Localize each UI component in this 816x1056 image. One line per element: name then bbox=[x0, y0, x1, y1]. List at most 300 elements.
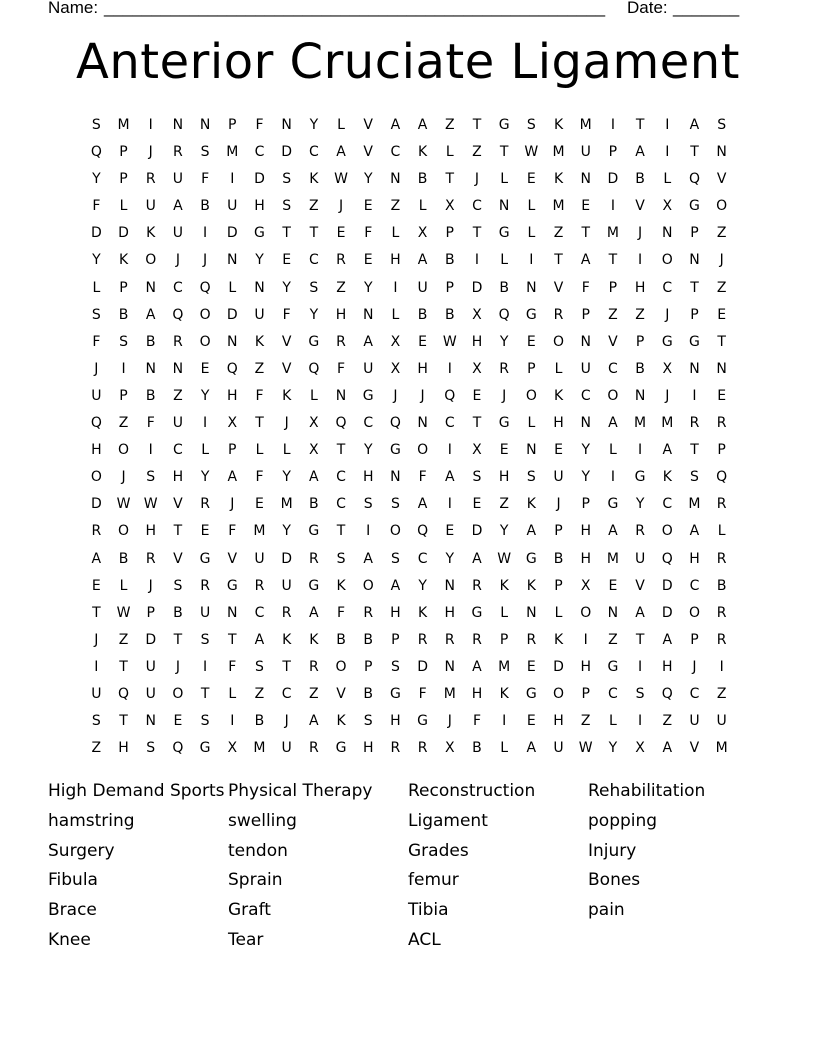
grid-letter: J bbox=[175, 658, 181, 675]
grid-letter: O bbox=[417, 442, 429, 459]
grid-letter: G bbox=[199, 550, 212, 567]
grid-letter: H bbox=[553, 713, 565, 730]
word-bank-item: Bones bbox=[588, 870, 641, 891]
grid-letter: O bbox=[607, 387, 619, 404]
grid-letter: N bbox=[227, 604, 239, 621]
grid-letter: E bbox=[472, 496, 482, 513]
grid-letter: P bbox=[554, 523, 564, 540]
grid-letter: R bbox=[91, 523, 102, 540]
grid-letter: I bbox=[203, 658, 208, 675]
grid-letter: D bbox=[90, 225, 103, 242]
grid-letter: F bbox=[255, 117, 264, 133]
grid-letter: G bbox=[362, 387, 375, 404]
grid-letter: E bbox=[554, 442, 564, 459]
grid-letter: B bbox=[444, 252, 456, 269]
date-field[interactable]: _______ bbox=[673, 0, 740, 17]
grid-letter: D bbox=[471, 523, 483, 540]
grid-letter: F bbox=[92, 198, 101, 215]
grid-letter: J bbox=[692, 658, 698, 675]
grid-letter: H bbox=[580, 523, 592, 540]
grid-letter: N bbox=[172, 360, 184, 377]
word-bank-item: Tibia bbox=[408, 900, 449, 921]
grid-letter: Z bbox=[254, 685, 265, 702]
grid-letter: J bbox=[148, 144, 154, 161]
grid-letter: O bbox=[661, 252, 674, 269]
grid-letter: P bbox=[581, 306, 591, 323]
grid-letter: O bbox=[553, 333, 565, 350]
grid-letter: S bbox=[146, 740, 156, 757]
grid-letter: C bbox=[363, 415, 374, 432]
grid-letter: H bbox=[145, 523, 157, 540]
grid-letter: X bbox=[472, 306, 483, 323]
grid-letter: Y bbox=[282, 469, 292, 486]
grid-letter: G bbox=[389, 442, 402, 459]
grid-letter: I bbox=[529, 252, 534, 269]
grid-letter: S bbox=[282, 198, 292, 215]
grid-letter: V bbox=[363, 117, 374, 133]
grid-letter: U bbox=[199, 604, 211, 621]
grid-letter: K bbox=[418, 604, 428, 621]
grid-letter: A bbox=[309, 713, 320, 730]
grid-letter: L bbox=[717, 523, 727, 540]
grid-letter: F bbox=[201, 171, 210, 188]
grid-letter: D bbox=[661, 604, 674, 621]
grid-letter: C bbox=[336, 469, 347, 486]
grid-letter: S bbox=[119, 333, 129, 350]
word-bank-item: hamstring bbox=[48, 810, 135, 831]
grid-letter: Z bbox=[173, 387, 184, 404]
grid-letter: G bbox=[417, 713, 429, 730]
grid-letter: U bbox=[254, 306, 266, 323]
grid-letter: T bbox=[635, 117, 645, 133]
grid-letter: B bbox=[417, 306, 428, 323]
grid-letter: W bbox=[524, 144, 539, 161]
grid-letter: J bbox=[556, 496, 562, 513]
grid-letter: P bbox=[391, 631, 401, 648]
grid-letter: I bbox=[474, 252, 480, 269]
grid-letter: Z bbox=[309, 685, 320, 702]
grid-letter: V bbox=[281, 360, 292, 377]
grid-letter: D bbox=[226, 225, 239, 242]
grid-letter: P bbox=[363, 658, 373, 675]
grid-letter: Q bbox=[661, 685, 674, 702]
grid-letter: V bbox=[716, 171, 727, 188]
grid-letter: F bbox=[255, 469, 264, 486]
grid-letter: R bbox=[145, 550, 157, 567]
word-bank-item: Sprain bbox=[228, 870, 283, 891]
word-bank-item: Tear bbox=[228, 929, 264, 950]
grid-letter: S bbox=[146, 469, 156, 486]
grid-letter: J bbox=[94, 631, 99, 648]
grid-letter: T bbox=[336, 523, 346, 540]
grid-letter: B bbox=[472, 740, 483, 757]
grid-letter: B bbox=[635, 171, 646, 188]
grid-letter: Y bbox=[255, 252, 265, 269]
grid-letter: T bbox=[445, 171, 455, 188]
grid-letter: A bbox=[417, 496, 428, 513]
grid-letter: G bbox=[689, 333, 701, 350]
grid-letter: L bbox=[445, 144, 455, 161]
grid-letter: L bbox=[309, 387, 319, 404]
grid-letter: U bbox=[254, 550, 266, 567]
grid-letter: L bbox=[527, 225, 536, 242]
grid-letter: Y bbox=[282, 523, 292, 540]
grid-letter: H bbox=[662, 658, 674, 675]
grid-letter: E bbox=[200, 523, 211, 540]
grid-letter: N bbox=[172, 117, 184, 133]
grid-letter: Y bbox=[309, 306, 319, 323]
grid-letter: V bbox=[689, 740, 700, 757]
grid-letter: C bbox=[173, 442, 184, 459]
grid-letter: L bbox=[554, 360, 563, 377]
grid-letter: B bbox=[635, 360, 646, 377]
grid-letter: Q bbox=[444, 387, 456, 404]
grid-letter: B bbox=[254, 713, 265, 730]
grid-letter: N bbox=[689, 360, 701, 377]
grid-letter: E bbox=[363, 252, 374, 269]
grid-letter: V bbox=[173, 550, 184, 567]
grid-letter: X bbox=[390, 333, 401, 350]
grid-letter: S bbox=[91, 713, 102, 730]
grid-letter: K bbox=[662, 469, 673, 486]
grid-letter: P bbox=[228, 442, 237, 459]
grid-letter: P bbox=[228, 117, 237, 133]
grid-letter: R bbox=[336, 333, 347, 350]
grid-letter: Q bbox=[335, 415, 348, 432]
grid-letter: J bbox=[665, 387, 670, 404]
grid-letter: E bbox=[363, 198, 374, 215]
grid-letter: K bbox=[553, 171, 564, 188]
grid-letter: Q bbox=[498, 306, 511, 323]
grid-letter: A bbox=[689, 117, 700, 133]
grid-letter: Z bbox=[635, 306, 646, 323]
grid-letter: C bbox=[417, 550, 428, 567]
grid-letter: L bbox=[500, 604, 509, 621]
grid-letter: H bbox=[362, 740, 374, 757]
grid-letter: T bbox=[717, 333, 727, 350]
grid-letter: Y bbox=[363, 442, 373, 459]
grid-letter: U bbox=[145, 685, 157, 702]
grid-letter: P bbox=[119, 171, 129, 188]
grid-letter: L bbox=[391, 225, 400, 242]
grid-letter: Q bbox=[199, 279, 212, 296]
word-bank-item: Rehabilitation bbox=[588, 781, 706, 801]
grid-letter: J bbox=[284, 713, 290, 730]
grid-letter: C bbox=[608, 360, 619, 377]
grid-letter: S bbox=[200, 631, 211, 648]
grid-letter: B bbox=[145, 387, 157, 404]
grid-letter: U bbox=[145, 198, 157, 215]
grid-letter: B bbox=[499, 279, 510, 296]
grid-letter: R bbox=[390, 740, 401, 757]
grid-letter: J bbox=[420, 387, 426, 404]
grid-letter: R bbox=[336, 252, 347, 269]
grid-letter: G bbox=[607, 496, 619, 513]
grid-letter: V bbox=[227, 550, 238, 567]
grid-letter: X bbox=[662, 360, 673, 377]
grid-letter: A bbox=[363, 550, 374, 567]
grid-letter: H bbox=[390, 252, 402, 269]
grid-letter: R bbox=[173, 333, 184, 350]
grid-letter: T bbox=[282, 658, 292, 675]
grid-letter: P bbox=[581, 685, 591, 702]
grid-letter: V bbox=[553, 279, 564, 296]
grid-letter: T bbox=[119, 658, 129, 675]
grid-letter: V bbox=[608, 333, 619, 350]
grid-letter: K bbox=[418, 144, 428, 161]
grid-letter: K bbox=[282, 631, 292, 648]
grid-letter: Q bbox=[688, 171, 701, 188]
grid-letter: Y bbox=[581, 442, 591, 459]
grid-letter: A bbox=[390, 117, 401, 133]
grid-letter: J bbox=[502, 387, 507, 404]
grid-letter: A bbox=[417, 252, 428, 269]
grid-letter: Z bbox=[390, 198, 401, 215]
grid-letter: B bbox=[200, 198, 211, 215]
grid-letter: N bbox=[362, 306, 374, 323]
grid-letter: L bbox=[609, 442, 618, 459]
header bbox=[48, 0, 748, 19]
grid-letter: X bbox=[635, 740, 646, 757]
grid-letter: Y bbox=[608, 740, 618, 757]
grid-letter: A bbox=[635, 144, 646, 161]
grid-letter: Z bbox=[662, 713, 673, 730]
grid-letter: Y bbox=[635, 496, 645, 513]
word-bank-item: Brace bbox=[48, 900, 97, 921]
grid-letter: J bbox=[338, 198, 344, 215]
grid-letter: E bbox=[445, 523, 455, 540]
grid-letter: P bbox=[527, 360, 537, 377]
grid-letter: O bbox=[199, 306, 212, 323]
grid-letter: P bbox=[445, 279, 455, 296]
grid-letter: F bbox=[364, 225, 373, 242]
grid-letter: E bbox=[418, 333, 428, 350]
grid-letter: O bbox=[716, 198, 728, 215]
grid-letter: P bbox=[608, 279, 618, 296]
grid-letter: A bbox=[417, 117, 428, 133]
grid-letter: T bbox=[581, 225, 591, 242]
grid-letter: B bbox=[173, 604, 184, 621]
grid-letter: Q bbox=[90, 415, 103, 432]
grid-letter: T bbox=[690, 144, 700, 161]
grid-letter: C bbox=[444, 415, 456, 432]
grid-letter: Q bbox=[172, 740, 184, 757]
grid-letter: S bbox=[309, 279, 319, 296]
word-bank-item: femur bbox=[408, 870, 459, 891]
grid-letter: C bbox=[689, 577, 700, 594]
grid-letter: I bbox=[148, 117, 154, 133]
grid-letter: A bbox=[526, 740, 537, 757]
grid-letter: L bbox=[609, 713, 618, 730]
grid-letter: B bbox=[336, 631, 347, 648]
grid-letter: I bbox=[366, 523, 371, 540]
grid-letter: U bbox=[172, 171, 184, 188]
grid-letter: T bbox=[119, 713, 129, 730]
grid-letter: I bbox=[719, 658, 725, 675]
grid-letter: Z bbox=[716, 685, 727, 702]
grid-letter: P bbox=[717, 442, 727, 459]
grid-letter: M bbox=[661, 415, 674, 432]
grid-letter: H bbox=[580, 658, 592, 675]
grid-letter: S bbox=[690, 469, 700, 486]
grid-letter: L bbox=[337, 117, 346, 133]
grid-letter: M bbox=[688, 496, 702, 513]
grid-letter: Z bbox=[580, 713, 592, 730]
grid-letter: M bbox=[634, 415, 647, 432]
grid-letter: T bbox=[282, 225, 292, 242]
grid-letter: K bbox=[146, 225, 156, 242]
grid-letter: H bbox=[390, 713, 402, 730]
name-field[interactable]: _____________________________________________________ bbox=[104, 0, 606, 17]
grid-letter: A bbox=[662, 631, 673, 648]
grid-letter: C bbox=[173, 279, 184, 296]
grid-letter: T bbox=[200, 685, 210, 702]
grid-letter: N bbox=[281, 117, 293, 133]
grid-letter: A bbox=[309, 469, 320, 486]
grid-letter: G bbox=[389, 685, 402, 702]
grid-letter: A bbox=[635, 604, 646, 621]
grid-letter: T bbox=[228, 631, 238, 648]
grid-letter: Z bbox=[716, 225, 727, 242]
grid-letter: O bbox=[525, 387, 538, 404]
grid-letter: Q bbox=[226, 360, 239, 377]
grid-letter: J bbox=[175, 252, 181, 269]
grid-letter: I bbox=[203, 415, 208, 432]
grid-letter: E bbox=[526, 171, 537, 188]
grid-letter: S bbox=[717, 117, 727, 133]
grid-letter: H bbox=[444, 604, 456, 621]
grid-letter: A bbox=[145, 306, 156, 323]
grid-letter: A bbox=[580, 252, 591, 269]
grid-letter: Z bbox=[608, 631, 619, 648]
grid-letter: N bbox=[227, 333, 239, 350]
grid-letter: K bbox=[526, 496, 537, 513]
grid-letter: O bbox=[553, 685, 565, 702]
grid-letter: I bbox=[393, 279, 398, 296]
grid-letter: Y bbox=[92, 171, 102, 188]
grid-letter: N bbox=[526, 279, 538, 296]
grid-letter: N bbox=[498, 198, 510, 215]
grid-letter: L bbox=[119, 577, 128, 594]
grid-letter: G bbox=[471, 604, 483, 621]
grid-letter: B bbox=[363, 685, 374, 702]
grid-letter: M bbox=[117, 117, 131, 133]
grid-letter: V bbox=[281, 333, 292, 350]
grid-letter: P bbox=[690, 631, 700, 648]
grid-letter: N bbox=[526, 604, 538, 621]
grid-letter: U bbox=[172, 415, 184, 432]
grid-letter: E bbox=[526, 658, 537, 675]
grid-letter: H bbox=[471, 685, 483, 702]
grid-letter: M bbox=[280, 496, 294, 513]
grid-letter: C bbox=[472, 198, 483, 215]
grid-letter: O bbox=[389, 523, 402, 540]
grid-letter: B bbox=[145, 333, 157, 350]
grid-letter: X bbox=[472, 442, 483, 459]
grid-letter: S bbox=[526, 469, 537, 486]
grid-letter: U bbox=[91, 387, 102, 404]
word-bank-item: Grades bbox=[408, 840, 469, 861]
grid-letter: A bbox=[390, 577, 401, 594]
grid-letter: Y bbox=[200, 387, 210, 404]
grid-letter: H bbox=[390, 604, 402, 621]
grid-letter: M bbox=[443, 685, 457, 702]
grid-letter: P bbox=[499, 631, 509, 648]
grid-letter: P bbox=[690, 306, 700, 323]
grid-letter: K bbox=[553, 117, 564, 133]
grid-letter: N bbox=[390, 469, 402, 486]
grid-letter: N bbox=[716, 360, 728, 377]
grid-letter: C bbox=[689, 685, 700, 702]
grid-letter: G bbox=[308, 577, 320, 594]
grid-letter: P bbox=[119, 144, 129, 161]
grid-letter: I bbox=[638, 658, 643, 675]
grid-letter: U bbox=[172, 225, 184, 242]
grid-letter: O bbox=[118, 523, 130, 540]
grid-letter: G bbox=[525, 685, 538, 702]
grid-letter: X bbox=[444, 198, 456, 215]
grid-letter: C bbox=[308, 144, 320, 161]
grid-letter: G bbox=[525, 306, 538, 323]
grid-letter: D bbox=[90, 496, 103, 513]
grid-letter: L bbox=[391, 306, 400, 323]
grid-letter: Z bbox=[118, 415, 129, 432]
grid-letter: K bbox=[282, 387, 292, 404]
grid-letter: C bbox=[254, 604, 265, 621]
grid-letter: W bbox=[116, 604, 131, 621]
grid-letter: M bbox=[552, 144, 566, 161]
grid-letter: N bbox=[417, 415, 429, 432]
grid-letter: Z bbox=[608, 306, 619, 323]
grid-letter: H bbox=[227, 387, 239, 404]
grid-letter: C bbox=[662, 279, 673, 296]
grid-letter: B bbox=[309, 496, 320, 513]
grid-letter: U bbox=[634, 550, 646, 567]
grid-letter: O bbox=[688, 604, 701, 621]
grid-letter: S bbox=[390, 550, 401, 567]
grid-letter: M bbox=[552, 198, 566, 215]
grid-letter: X bbox=[472, 360, 483, 377]
word-bank bbox=[48, 777, 768, 956]
grid-letter: U bbox=[580, 144, 592, 161]
grid-letter: R bbox=[526, 631, 537, 648]
grid-letter: J bbox=[94, 360, 99, 377]
grid-letter: B bbox=[118, 550, 129, 567]
grid-letter: T bbox=[309, 225, 319, 242]
grid-letter: E bbox=[499, 442, 510, 459]
grid-letter: I bbox=[447, 442, 453, 459]
grid-letter: U bbox=[281, 740, 293, 757]
grid-letter: R bbox=[716, 604, 728, 621]
grid-letter: N bbox=[689, 252, 701, 269]
grid-letter: Y bbox=[499, 333, 509, 350]
grid-letter: B bbox=[118, 306, 129, 323]
grid-letter: S bbox=[336, 550, 346, 567]
grid-letter: R bbox=[635, 523, 646, 540]
grid-letter: D bbox=[417, 658, 429, 675]
grid-letter: C bbox=[254, 144, 265, 161]
grid-letter: X bbox=[417, 225, 428, 242]
word-bank-item: Fibula bbox=[48, 870, 98, 891]
grid-letter: H bbox=[417, 360, 429, 377]
grid-letter: V bbox=[173, 496, 184, 513]
grid-letter: M bbox=[253, 523, 267, 540]
grid-letter: T bbox=[472, 225, 482, 242]
grid-letter: T bbox=[336, 442, 346, 459]
grid-letter: P bbox=[445, 225, 455, 242]
grid-letter: E bbox=[91, 577, 102, 594]
grid-letter: B bbox=[716, 577, 727, 594]
